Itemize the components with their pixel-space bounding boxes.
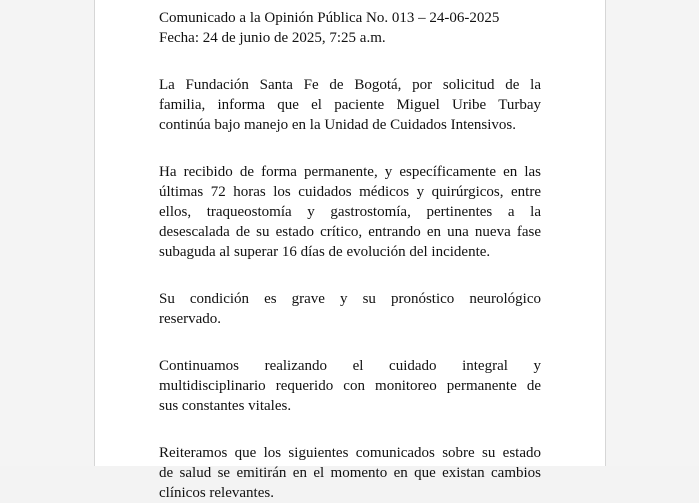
paragraph-line: Su condición es grave y su pronóstico neurológico xyxy=(159,291,541,307)
paragraph-line: Continuamos realizando el cuidado integral y xyxy=(159,358,541,374)
paragraph-line: sus constantes vitales. xyxy=(159,398,292,414)
paragraph-1 xyxy=(159,75,541,135)
document-page xyxy=(94,0,606,501)
communique-title: Comunicado a la Opinión Pública No. 013 – 24-06-2025 xyxy=(159,10,500,26)
document-content xyxy=(159,8,541,503)
paragraph-line: desescalada de su estado crítico, entrando en una nueva fase xyxy=(159,224,541,240)
paragraph-2 xyxy=(159,162,541,262)
communique-date: Fecha: 24 de junio de 2025, 7:25 a.m. xyxy=(159,30,386,46)
paragraph-line: subaguda al superar 16 días de evolución del incidente. xyxy=(159,244,491,260)
paragraph-line: multidisciplinario requerido con monitoreo permanente de xyxy=(159,378,541,394)
paragraph-line: continúa bajo manejo en la Unidad de Cuidados Intensivos. xyxy=(159,117,517,133)
paragraph-line: ellos, traqueostomía y gastrostomía, pertinentes a la xyxy=(159,204,541,220)
paragraph-line: La Fundación Santa Fe de Bogotá, por solicitud de la xyxy=(159,77,541,93)
paragraph-line: familia, informa que el paciente Miguel Uribe Turbay xyxy=(159,97,541,113)
paragraph-line: últimas 72 horas los cuidados médicos y quirúrgicos, entre xyxy=(159,184,541,200)
paragraph-4 xyxy=(159,356,541,416)
paragraph-line: de salud se emitirán en el momento en que existan cambios xyxy=(159,465,541,481)
paragraph-line: Ha recibido de forma permanente, y específicamente en las xyxy=(159,164,541,180)
paragraph-3 xyxy=(159,289,541,329)
paragraph-line: Reiteramos que los siguientes comunicados sobre su estado xyxy=(159,445,541,461)
paragraph-line: clínicos relevantes. xyxy=(159,485,274,501)
paragraph-line: reservado. xyxy=(159,311,222,327)
paragraph-5 xyxy=(159,443,541,503)
